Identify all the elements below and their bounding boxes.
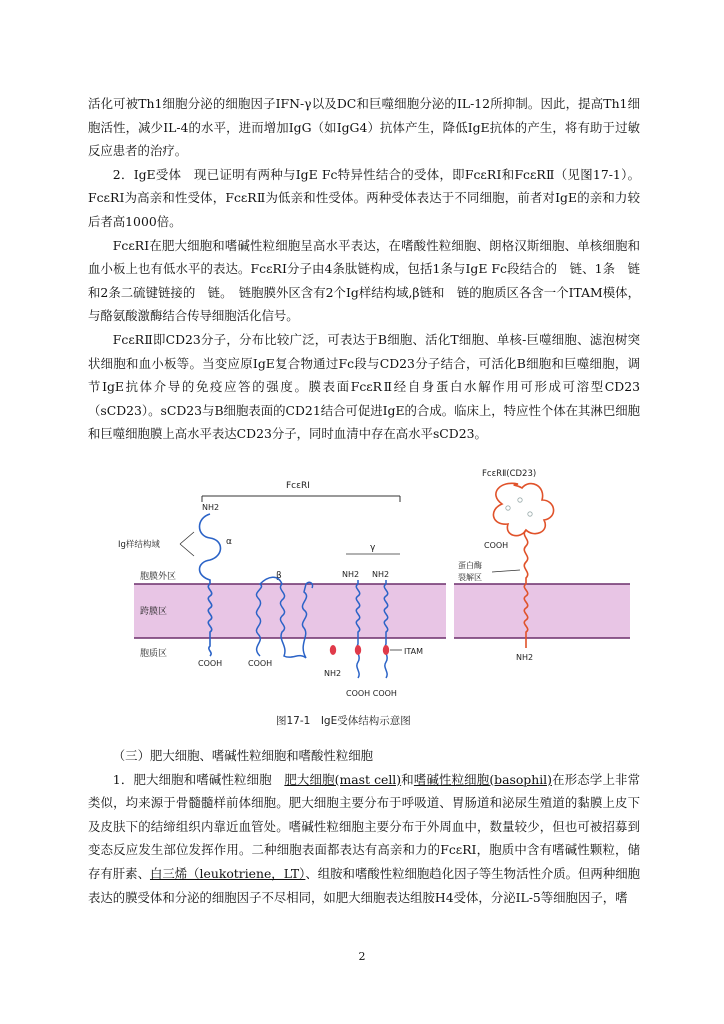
itam-label: ITAM	[404, 647, 423, 656]
page-number: 2	[358, 950, 366, 963]
region-cyto-label: 胞质区	[140, 649, 168, 659]
cd23-cooh: COOH	[484, 541, 509, 550]
basophil-link[interactable]: 嗜碱性粒细胞(basophil)	[413, 771, 552, 787]
disulfide-dot	[506, 506, 510, 510]
paragraph-1: 活化可被Th1细胞分泌的细胞因子IFN-γ以及DC和巨噬细胞分泌的IL-12所抑制。因此，提高Th1细胞活性，减少IL-4的水平，进而增加IgG（如IgG4）抗体产生，降低IgE抗体的产生，将有助于过敏反应患者的治疗。	[88, 96, 640, 159]
fceri-title: FcεRⅠ	[286, 481, 310, 491]
cd23-lectin-head	[493, 483, 553, 535]
protease-label-1: 蛋白酶	[458, 561, 482, 570]
alpha-nh2: NH2	[202, 503, 220, 512]
membrane-right	[454, 584, 630, 638]
beta-nh2: NH2	[324, 669, 342, 678]
paragraph-5-and: 和	[401, 771, 414, 787]
gamma-cooh-pair: COOH COOH	[346, 689, 397, 698]
beta-cooh: COOH	[248, 659, 273, 668]
alpha-chain-ig-domains	[200, 514, 221, 584]
membrane-left	[134, 584, 446, 638]
ig-pointer	[180, 532, 194, 544]
fceri2-title: FcεRⅡ(CD23)	[482, 469, 537, 479]
paragraph-5-body: 在形态学上非常类似，均来源于骨髓髓样前体细胞。肥大细胞主要分布于呼吸道、胃肠道和泌尿生殖道的黏膜上皮下及皮肤下的结缔组织内靠近血管处。嗜碱性粒细胞主要分布于外周血中，数量较少，但也可被招募到变态反应发生部位发挥作用。二种细胞表面都表达有高亲和力的FcεRI，胞质中含有嗜碱性颗粒，储存有肝素、	[88, 771, 640, 881]
paragraph-5-prefix: 1．肥大细胞和嗜碱性粒细胞	[112, 771, 285, 787]
protease-pointer	[492, 570, 520, 572]
cd23-nh2: NH2	[516, 653, 534, 662]
disulfide-dot	[528, 512, 532, 516]
region-extra-label: 胞膜外区	[140, 572, 177, 582]
figure-svg	[110, 466, 650, 736]
region-tm-label: 跨膜区	[140, 607, 168, 617]
gamma-nh2-2: NH2	[372, 570, 390, 579]
itam-gamma-marker	[355, 645, 361, 655]
ige-receptor-figure	[110, 466, 650, 736]
section-heading: （三）肥大细胞、嗜碱性粒细胞和嗜酸性粒细胞	[112, 748, 373, 763]
paragraph-5-tail: 、组胺和嗜酸性粒细胞趋化因子等生物活性介质。但两种细胞表达的膜受体和分泌的细胞因子不尽相同，如肥大细胞表达组胺H4受体，分泌IL-5等细胞因子，嗜	[88, 865, 640, 905]
gamma-nh2-1: NH2	[342, 570, 360, 579]
paragraph-3: FcεRⅠ在肥大细胞和嗜碱性粒细胞呈高水平表达，在嗜酸性粒细胞、朗格汉斯细胞、单核细胞和血小板上也有低水平的表达。FcεRⅠ分子由4条肽链构成，包括1条与IgE Fc段结合的 链、1条 链和2条二硫键链接的 链。 链胞膜外区含有2个Ig样结构域,β链和 链的胞质区各含一个ITAM模体，与酪氨酸激酶结合传导细胞活化信号。	[88, 237, 640, 324]
ig-pointer	[180, 544, 194, 556]
leukotriene-link[interactable]: 白三烯（leukotriene，LT）	[149, 865, 306, 881]
paragraph-2: 2．IgE受体 现已证明有两种与IgE Fc特异性结合的受体，即FcεRⅠ和FcεRⅡ（见图17-1）。FcεRⅠ为高亲和性受体，FcεRⅡ为低亲和性受体。两种受体表达于不同细胞，前者对IgE的亲和力较后者高1000倍。	[88, 166, 640, 229]
body-text-top	[88, 92, 640, 446]
disulfide-dot	[518, 498, 522, 502]
body-text-bottom	[88, 744, 640, 909]
paragraph-5	[88, 768, 640, 910]
mast-cell-link[interactable]: 肥大细胞(mast cell)	[284, 771, 402, 787]
paragraph-4: FcεRⅡ即CD23分子，分布比较广泛，可表达于B细胞、活化T细胞、单核-巨噬细胞、滤泡树突状细胞和血小板等。当变应原IgE复合物通过Fc段与CD23分子结合，可活化B细胞和巨噬细胞，调节IgE抗体介导的免疫应答的强度。膜表面FcεRⅡ经自身蛋白水解作用可形成可溶型CD23（sCD23）。sCD23与B细胞表面的CD21结合可促进IgE的合成。临床上，特应性个体在其淋巴细胞和巨噬细胞膜上高水平表达CD23分子，同时血清中存在高水平sCD23。	[88, 331, 640, 442]
alpha-label: α	[226, 537, 232, 547]
itam-gamma-marker	[383, 645, 389, 655]
ig-domain-label: Ig样结构域	[118, 540, 160, 550]
itam-beta-marker	[330, 645, 336, 655]
beta-label: β	[276, 571, 282, 581]
gamma-label: γ	[370, 543, 376, 553]
alpha-cooh: COOH	[198, 659, 223, 668]
protease-label-2: 裂解区	[458, 573, 482, 582]
figure-caption: 图17-1 IgE受体结构示意图	[276, 715, 411, 727]
